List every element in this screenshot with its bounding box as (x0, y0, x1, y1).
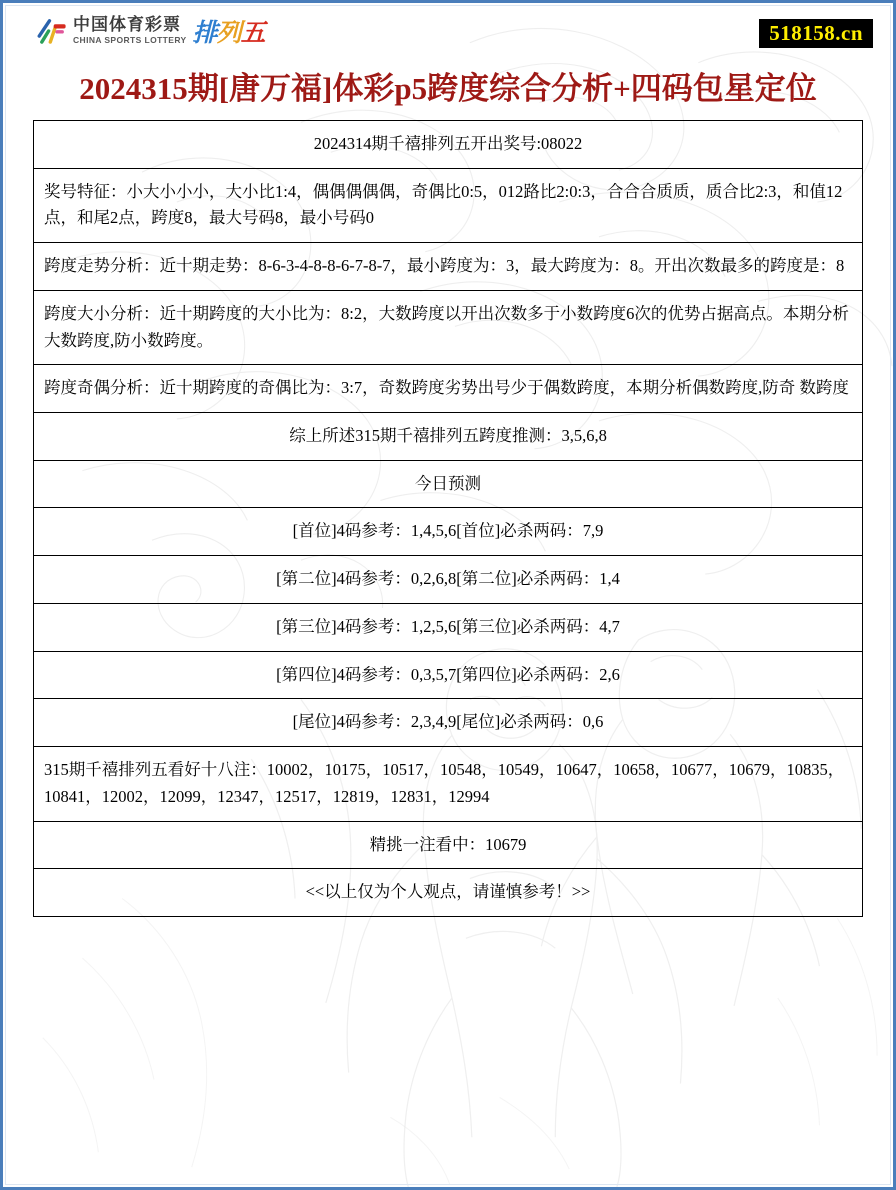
position-3-cell: [第三位]4码参考：1,2,5,6[第三位]必杀两码：4,7 (34, 603, 863, 651)
lottery-logo-text (73, 17, 187, 45)
pailie5-char-3: 五 (240, 18, 265, 47)
table-row (34, 603, 863, 651)
table-row (34, 869, 863, 917)
table-row (34, 243, 863, 291)
table-row (34, 508, 863, 556)
table-row (34, 413, 863, 461)
table-row (34, 556, 863, 604)
sports-lottery-logo-icon (35, 14, 69, 48)
page-header (3, 3, 893, 61)
position-5-cell: [尾位]4码参考：2,3,4,9[尾位]必杀两码：0,6 (34, 699, 863, 747)
analysis-table-wrapper (33, 120, 863, 917)
span-size-analysis-cell: 跨度大小分析：近十期跨度的大小比为：8:2，大数跨度以开出次数多于小数跨度6次的优势占据高点。本期分析大数跨度,防小数跨度。 (34, 290, 863, 364)
table-row (34, 699, 863, 747)
pailie5-char-2: 列 (216, 18, 241, 47)
table-row (34, 747, 863, 821)
table-row (34, 121, 863, 169)
page-title: 2024315期[唐万福]体彩p5跨度综合分析+四码包星定位 (79, 71, 817, 106)
eighteen-bets-cell: 315期千禧排列五看好十八注：10002，10175，10517，10548，10549，10647，10658，10677，10679，10835，10841，12002，12099，12347，12517，12819，12831，12994 (34, 747, 863, 821)
table-row (34, 290, 863, 364)
site-badge: 518158.cn (759, 19, 873, 48)
table-row (34, 460, 863, 508)
disclaimer-cell: <<以上仅为个人观点，请谨慎参考！>> (34, 869, 863, 917)
position-2-cell: [第二位]4码参考：0,2,6,8[第二位]必杀两码：1,4 (34, 556, 863, 604)
span-trend-analysis-cell: 跨度走势分析：近十期走势：8-6-3-4-8-8-6-7-8-7，最小跨度为：3，最大跨度为：8。开出次数最多的跨度是：8 (34, 243, 863, 291)
pailie5-logo-text (193, 13, 265, 49)
analysis-table (33, 120, 863, 917)
span-parity-analysis-cell: 跨度奇偶分析：近十期跨度的奇偶比为：3:7，奇数跨度劣势出号少于偶数跨度，本期分析偶数跨度,防奇 数跨度 (34, 365, 863, 413)
lottery-name-cn: 中国体育彩票 (73, 15, 181, 36)
lottery-logo (31, 11, 269, 51)
table-row (34, 168, 863, 242)
position-1-cell: [首位]4码参考：1,4,5,6[首位]必杀两码：7,9 (34, 508, 863, 556)
span-summary-cell: 综上所述315期千禧排列五跨度推测：3,5,6,8 (34, 413, 863, 461)
pailie5-char-1: 排 (192, 18, 217, 47)
today-prediction-header-cell: 今日预测 (34, 460, 863, 508)
table-row (34, 821, 863, 869)
feature-analysis-cell: 奖号特征：小大小小小，大小比1:4，偶偶偶偶偶，奇偶比0:5，012路比2:0:3，合合合质质，质合比2:3，和值12点，和尾2点，跨度8，最大号码8，最小号码0 (34, 168, 863, 242)
lottery-name-en: CHINA SPORTS LOTTERY (73, 35, 187, 46)
draw-result-cell: 2024314期千禧排列五开出奖号:08022 (34, 121, 863, 169)
position-4-cell: [第四位]4码参考：0,3,5,7[第四位]必杀两码：2,6 (34, 651, 863, 699)
single-pick-cell: 精挑一注看中：10679 (34, 821, 863, 869)
table-row (34, 365, 863, 413)
table-row (34, 651, 863, 699)
